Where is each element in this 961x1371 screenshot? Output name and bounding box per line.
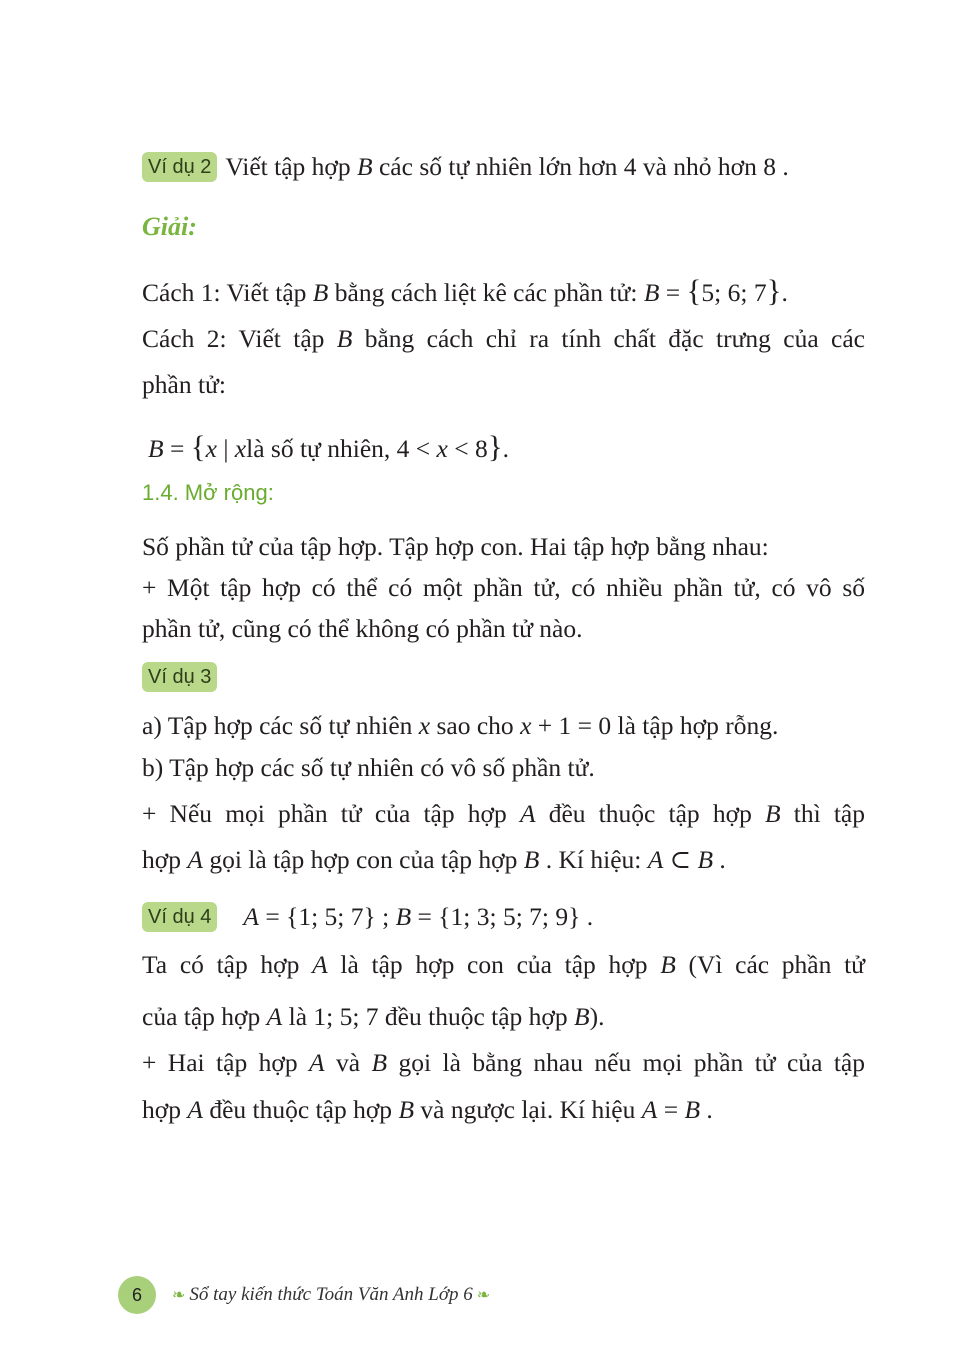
math-var: B	[336, 324, 353, 353]
text: + Nếu mọi phần tử của tập hợp	[142, 799, 520, 828]
paragraph	[142, 1046, 865, 1080]
math-op: =	[163, 434, 191, 463]
math-num: 8	[763, 152, 777, 181]
text: .	[502, 434, 510, 463]
math-var: B	[371, 1048, 388, 1077]
leaf-icon: ❧	[476, 1287, 491, 1304]
math-op: |	[216, 434, 235, 463]
text: sao cho	[430, 711, 521, 740]
math-var: B	[684, 1095, 701, 1124]
math-var: x	[520, 711, 532, 740]
paragraph	[142, 1093, 865, 1127]
math-var: x	[205, 434, 217, 463]
solution-heading: Giải:	[142, 212, 197, 241]
text: gọi là tập hợp con của tập hợp	[202, 845, 524, 874]
subset-definition-continuation	[142, 843, 865, 877]
math-var: x	[436, 434, 448, 463]
text: và	[324, 1048, 372, 1077]
math-var: B	[312, 278, 329, 307]
math-var: x	[418, 711, 431, 740]
text: là 1; 5; 7 đều thuộc tập hợp	[282, 1002, 575, 1031]
math-expr: = {1; 3; 5; 7; 9} .	[411, 902, 594, 931]
text: Cách 1: Viết tập	[142, 278, 313, 307]
page-footer	[118, 1276, 494, 1314]
math-expr: + 1 = 0	[531, 711, 612, 740]
text: . Kí hiệu:	[539, 845, 648, 874]
math-var: A	[309, 1048, 325, 1077]
text: hợp	[142, 845, 188, 874]
text: bằng cách liệt kê các phần tử:	[328, 278, 644, 307]
text: (Vì các phần tử	[675, 950, 865, 979]
text: là số tự nhiên, 4 <	[246, 434, 437, 463]
example-3a	[142, 709, 865, 743]
math-var: B	[357, 152, 373, 181]
leaf-icon: ❧	[172, 1287, 186, 1304]
math-var: B	[574, 1002, 590, 1031]
math-var: B	[395, 902, 412, 931]
text: và nhỏ hơn	[636, 152, 764, 181]
text: thì tập	[780, 799, 866, 828]
math-var: A	[187, 845, 203, 874]
paragraph: + Một tập hợp có thể có một phần tử, có nhiều phần tử, có vô số	[142, 573, 865, 602]
text: các số tự nhiên lớn hơn	[372, 152, 624, 181]
math-var: B	[643, 278, 660, 307]
book-title: Sổ tay kiến thức Toán Văn Anh Lớp 6	[189, 1284, 473, 1305]
text: là tập hợp con của tập hợp	[327, 950, 661, 979]
math-op: ⊂	[663, 845, 698, 874]
right-brace: }	[487, 429, 503, 464]
text: .	[713, 845, 726, 874]
text: là tập hợp rỗng.	[611, 711, 779, 740]
left-brace: {	[686, 273, 702, 308]
math-var: B	[398, 1095, 415, 1124]
text: Ta có tập hợp	[142, 950, 313, 979]
math-expr: = {1; 5; 7} ;	[258, 902, 396, 931]
method-2-continuation: phần tử:	[142, 370, 226, 399]
math-var: A	[243, 902, 259, 931]
math-var: B	[697, 845, 714, 874]
text: bằng cách chỉ ra tính chất đặc trưng của các	[352, 324, 866, 353]
set-elements: 5; 6; 7	[701, 278, 767, 307]
text: a) Tập hợp các số tự nhiên	[142, 711, 419, 740]
text: gọi là bằng nhau nếu mọi phần tử của tập	[387, 1048, 865, 1077]
text: < 8	[447, 434, 488, 463]
paragraph	[142, 948, 865, 982]
math-var: A	[641, 1095, 658, 1124]
math-var: A	[312, 950, 328, 979]
method-2-line	[142, 322, 865, 356]
text: .	[776, 152, 789, 181]
math-op: =	[657, 1095, 685, 1124]
text: của tập hợp	[142, 1002, 267, 1031]
math-var: A	[266, 1002, 283, 1031]
math-var: x	[234, 434, 247, 463]
example-3-badge: Ví dụ 3	[142, 662, 217, 692]
paragraph: phần tử, cũng có thể không có phần tử nào.	[142, 614, 583, 643]
example-4-badge: Ví dụ 4	[142, 902, 217, 932]
right-brace: }	[766, 273, 782, 308]
text: hợp	[142, 1095, 188, 1124]
text: Viết tập hợp	[225, 152, 358, 181]
math-var: B	[523, 845, 540, 874]
example-3b: b) Tập hợp các số tự nhiên có vô số phần tử.	[142, 753, 595, 782]
math-var: A	[647, 845, 664, 874]
text: + Hai tập hợp	[142, 1048, 310, 1077]
math-num: 4	[623, 152, 637, 181]
math-var: A	[519, 799, 536, 828]
math-var: B	[765, 799, 781, 828]
subset-definition-line	[142, 797, 865, 831]
text: .	[781, 278, 788, 307]
text: và ngược lại. Kí hiệu	[414, 1095, 642, 1124]
math-var: A	[187, 1095, 203, 1124]
math-var: B	[660, 950, 676, 979]
section-heading: 1.4. Mở rộng:	[142, 480, 274, 505]
text: đều thuộc tập hợp	[202, 1095, 399, 1124]
example-2-badge: Ví dụ 2	[142, 152, 217, 182]
text: .	[700, 1095, 713, 1124]
example-2-line	[142, 150, 865, 184]
method-1-line	[142, 273, 865, 310]
text: đều thuộc tập hợp	[535, 799, 765, 828]
text: ).	[589, 1002, 605, 1031]
example-4-line	[142, 900, 865, 934]
paragraph	[142, 1000, 865, 1034]
math-op: =	[659, 278, 687, 307]
page-number: 6	[118, 1276, 156, 1314]
paragraph: Số phần tử của tập hợp. Tập hợp con. Hai tập hợp bằng nhau:	[142, 532, 769, 561]
math-var: B	[148, 434, 164, 463]
set-builder-line	[148, 429, 865, 466]
left-brace: {	[190, 429, 206, 464]
example-3-line	[142, 660, 865, 694]
text: Cách 2: Viết tập	[142, 324, 337, 353]
